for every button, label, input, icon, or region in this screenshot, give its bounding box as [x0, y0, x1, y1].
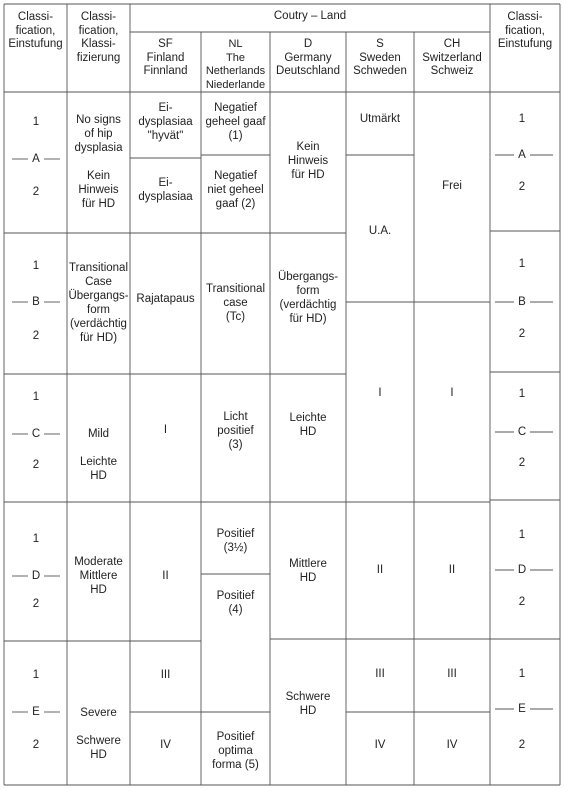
header-country-s: S Sweden Schweden [353, 38, 407, 77]
d-cell-a: Kein Hinweis für HD [287, 141, 329, 181]
d-cell-d: Mittlere HD [289, 558, 327, 584]
grade-c-sub-2: 2 [32, 459, 40, 471]
sf-cell-b: Rajatapaus [136, 293, 195, 305]
grade-a-letter-right: A [518, 149, 526, 161]
grade-b-sub-2-right: 2 [518, 328, 526, 340]
s-cell-e1: III [375, 668, 385, 680]
sf-cell-e1: III [160, 669, 171, 681]
sf-cell-e2: IV [160, 739, 171, 751]
classification-e: Severe Schwere HD [76, 707, 121, 761]
grade-e-sub-2: 2 [32, 739, 40, 751]
sf-cell-a2: Ei- dysplasiaa [138, 177, 193, 203]
grade-b-letter: B [32, 296, 40, 308]
ch-cell-d: II [448, 564, 456, 576]
nl-cell-b: Transitional case (Tc) [205, 283, 266, 323]
ch-cell-ab: Frei [442, 180, 462, 192]
grade-d-sub-2-right: 2 [518, 596, 526, 608]
header-country-nl: NL The Netherlands Niederlande [205, 38, 266, 91]
grade-b-sub-1: 1 [32, 260, 40, 272]
nl-cell-a2: Negatief niet geheel gaaf (2) [207, 170, 264, 210]
nl-cell-a1: Negatief geheel gaaf (1) [205, 102, 266, 142]
grade-b-letter-right: B [518, 296, 526, 308]
header-classification-left: Classi- fication, Einstufung [8, 11, 63, 50]
grade-e-sub-1-right: 1 [518, 668, 526, 680]
d-cell-c: Leichte HD [289, 412, 327, 438]
s-cell-d: II [376, 564, 384, 576]
grade-c-sub-1: 1 [32, 391, 40, 403]
grade-a-sub-2-right: 2 [518, 181, 526, 193]
grade-d-sub-1: 1 [32, 533, 40, 545]
grade-d-sub-2: 2 [32, 598, 40, 610]
grade-b-sub-1-right: 1 [518, 258, 526, 270]
grade-c-letter: C [31, 428, 41, 440]
d-cell-e: Schwere HD [285, 691, 331, 717]
header-country-sf: SF Finland Finnland [143, 38, 188, 77]
classification-b: Transitional Case Übergangs- form (verdächtig für HD) [68, 262, 129, 344]
nl-cell-d2: Positief (4) [216, 590, 255, 616]
s-cell-ab: U.A. [368, 225, 392, 237]
header-country-d: D Germany Deutschland [276, 38, 340, 77]
header-country-ch: CH Switzerland Schweiz [422, 38, 482, 77]
s-cell-e2: IV [374, 739, 386, 751]
s-cell-a1: Utmärkt [359, 113, 401, 125]
header-classification-right: Classi- fication, Einstufung [497, 11, 553, 50]
ch-cell-bc: I [450, 387, 454, 399]
nl-cell-c: Licht positief (3) [217, 411, 254, 451]
sf-cell-a1: Ei- dysplasiaa "hyvät" [138, 102, 193, 142]
nl-cell-e: Positief optima forma (5) [212, 731, 259, 771]
grade-d-letter-right: D [517, 564, 527, 576]
grade-c-letter-right: C [517, 426, 527, 438]
classification-c: Mild Leichte HD [79, 428, 118, 482]
grade-e-letter-right: E [518, 703, 526, 715]
header-classification: Classi- fication, Klassi- fizierung [76, 11, 121, 64]
grade-a-letter: A [32, 153, 40, 165]
sf-cell-d: II [162, 570, 169, 582]
grade-a-sub-1: 1 [32, 116, 40, 128]
grade-e-sub-2-right: 2 [518, 739, 526, 751]
classification-a: No signs of hip dysplasia Kein Hinweis für HD [74, 114, 123, 210]
s-cell-bc: I [378, 387, 382, 399]
classification-d: Moderate Mittlere HD [74, 556, 123, 596]
ch-cell-e1: III [447, 668, 457, 680]
grade-c-sub-2-right: 2 [518, 457, 526, 469]
grade-a-sub-2: 2 [32, 186, 40, 198]
sf-cell-c: I [163, 424, 168, 436]
grade-d-sub-1-right: 1 [518, 529, 526, 541]
ch-cell-e2: IV [446, 739, 458, 751]
grade-d-letter: D [31, 570, 41, 582]
header-country-group: Coutry – Land [273, 10, 347, 22]
d-cell-b: Übergangs- form (verdächtig für HD) [277, 271, 339, 325]
grade-e-letter: E [32, 706, 40, 718]
grade-c-sub-1-right: 1 [518, 388, 526, 400]
grade-e-sub-1: 1 [32, 669, 40, 681]
grade-b-sub-2: 2 [32, 330, 40, 342]
nl-cell-d1: Positief (3½) [216, 528, 255, 554]
grade-a-sub-1-right: 1 [518, 113, 526, 125]
